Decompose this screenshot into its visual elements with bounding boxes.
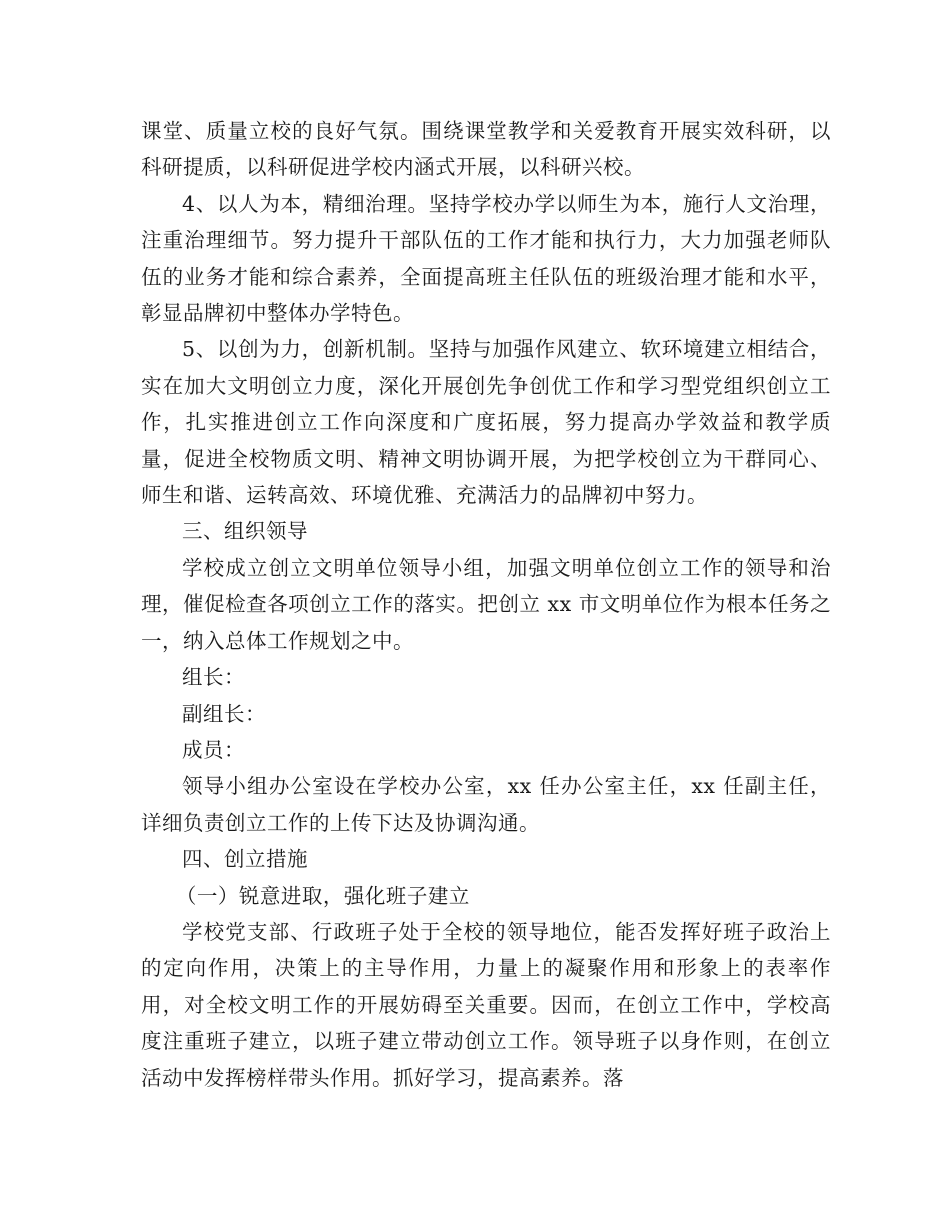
label-members: 成员： [182, 737, 245, 762]
section-heading-organization: 三、组织领导 [182, 519, 308, 544]
paragraph-point-4: 4、以人为本，精细治理。坚持学校办学以师生为本，施行人文治理，注重治理细节。努力提升干部队伍的工作才能和执行力，大力加强老师队伍的业务才能和综合素养，全面提高班主任队伍的班级治理才能和水平，彰显品牌初中整体办学特色。 [141, 191, 831, 326]
paragraph-point-5: 5、以创为力，创新机制。坚持与加强作风建立、软环境建立相结合，实在加大文明创立力度，深化开展创先争创优工作和学习型党组织创立工作，扎实推进创立工作向深度和广度拓展，努力提高办学效益和教学质量，促进全校物质文明、精神文明协调开展，为把学校创立为干群同心、师生和谐、运转高效、环境优雅、充满活力的品牌初中努力。 [141, 337, 831, 508]
subsection-heading-team-building: （一）锐意进取，强化班子建立 [175, 883, 470, 908]
paragraph-intro-continued: 课堂、质量立校的良好气氛。围绕课堂教学和关爱教育开展实效科研，以科研提质，以科研促进学校内涵式开展，以科研兴校。 [141, 119, 831, 180]
paragraph-leadership-group: 学校成立创立文明单位领导小组，加强文明单位创立工作的领导和治理，催促检查各项创立工作的落实。把创立 xx 市文明单位作为根本任务之一，纳入总体工作规划之中。 [141, 555, 831, 653]
label-group-leader: 组长： [182, 665, 245, 690]
paragraph-office: 领导小组办公室设在学校办公室，xx 任办公室主任，xx 任副主任，详细负责创立工作的上传下达及协调沟通。 [141, 774, 831, 835]
section-heading-measures: 四、创立措施 [182, 847, 308, 872]
paragraph-team-building: 学校党支部、行政班子处于全校的领导地位，能否发挥好班子政治上的定向作用，决策上的主导作用，力量上的凝聚作用和形象上的表率作用，对全校文明工作的开展妨碍至关重要。因而，在创立工作中，学校高度注重班子建立，以班子建立带动创立工作。领导班子以身作则，在创立活动中发挥榜样带头作用。抓好学习，提高素养。落 [141, 919, 831, 1090]
label-deputy-leader: 副组长： [182, 701, 266, 726]
document-page [141, 113, 831, 1096]
